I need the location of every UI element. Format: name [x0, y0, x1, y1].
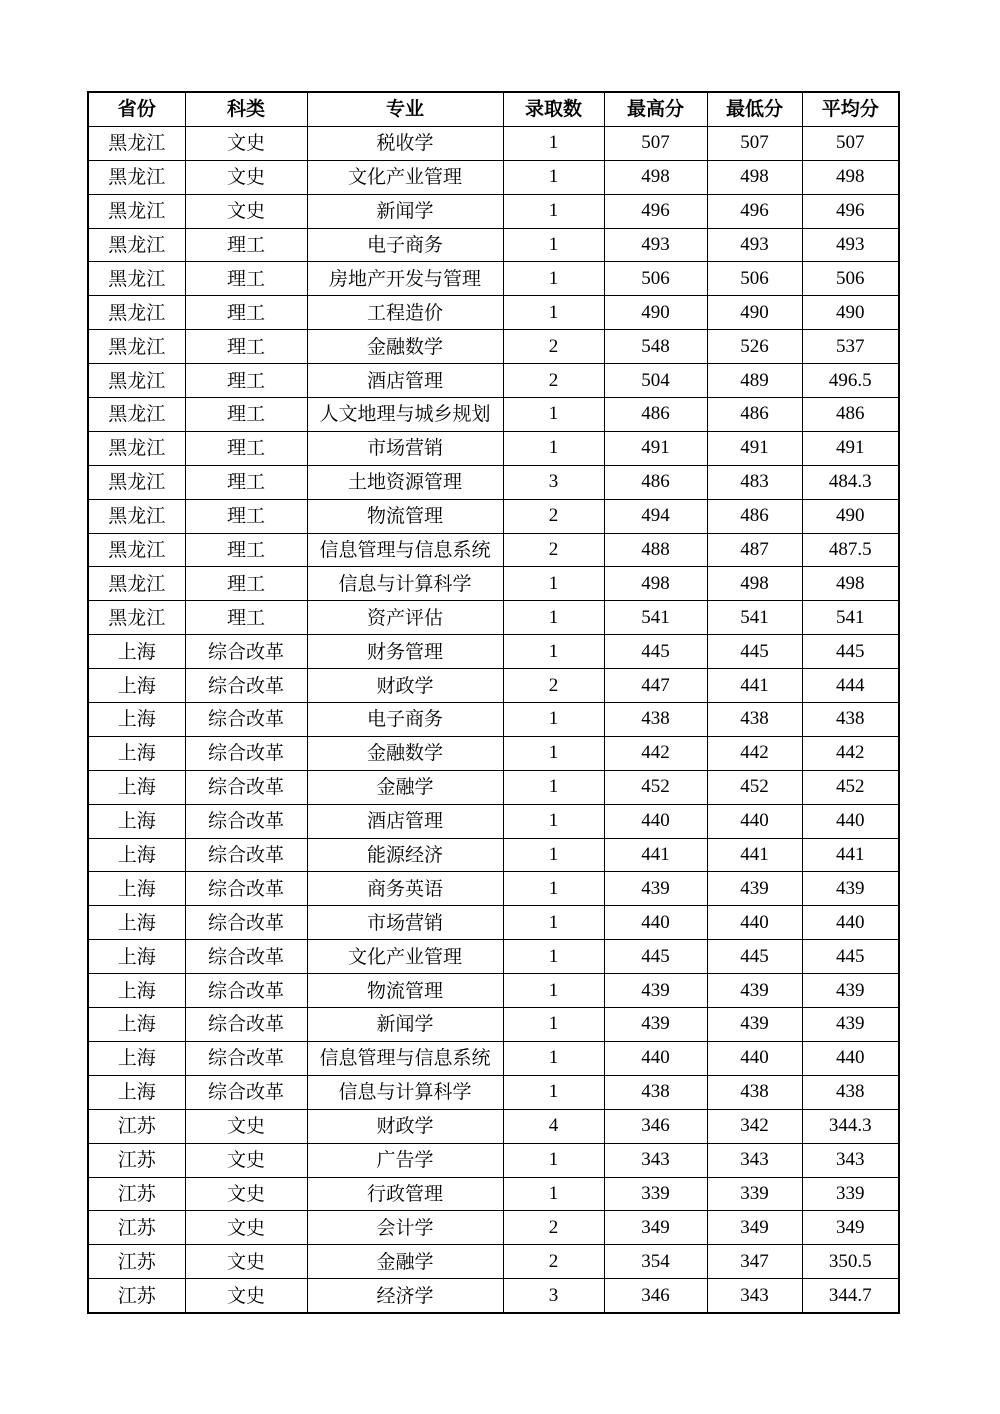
province-cell: 黑龙江 — [88, 499, 185, 533]
min-score-cell: 445 — [707, 635, 802, 669]
avg-score-cell: 490 — [802, 499, 899, 533]
admitted-count-cell: 3 — [503, 465, 604, 499]
province-cell: 黑龙江 — [88, 398, 185, 432]
category-cell: 综合改革 — [185, 703, 307, 737]
avg-score-cell: 445 — [802, 635, 899, 669]
major-cell: 新闻学 — [307, 194, 503, 228]
province-cell: 黑龙江 — [88, 262, 185, 296]
major-cell: 土地资源管理 — [307, 465, 503, 499]
province-cell: 黑龙江 — [88, 228, 185, 262]
province-cell: 黑龙江 — [88, 431, 185, 465]
max-score-cell: 439 — [604, 974, 707, 1008]
admitted-count-cell: 1 — [503, 1075, 604, 1109]
avg-score-cell: 541 — [802, 601, 899, 635]
table-row — [88, 669, 899, 703]
min-score-cell: 498 — [707, 567, 802, 601]
min-score-cell: 445 — [707, 940, 802, 974]
avg-score-cell: 498 — [802, 160, 899, 194]
min-score-cell: 439 — [707, 974, 802, 1008]
province-cell: 上海 — [88, 1075, 185, 1109]
table-row — [88, 533, 899, 567]
category-cell: 文史 — [185, 194, 307, 228]
max-score-cell: 488 — [604, 533, 707, 567]
max-score-cell: 541 — [604, 601, 707, 635]
min-score-cell: 541 — [707, 601, 802, 635]
province-cell: 江苏 — [88, 1211, 185, 1245]
max-score-cell: 439 — [604, 872, 707, 906]
avg-score-cell: 440 — [802, 1041, 899, 1075]
table-row — [88, 1075, 899, 1109]
min-score-cell: 486 — [707, 398, 802, 432]
table-row — [88, 262, 899, 296]
province-cell: 上海 — [88, 872, 185, 906]
avg-score-cell: 438 — [802, 703, 899, 737]
max-score-cell: 498 — [604, 567, 707, 601]
admitted-count-cell: 1 — [503, 770, 604, 804]
category-cell: 综合改革 — [185, 974, 307, 1008]
header-avg-score: 平均分 — [802, 92, 899, 126]
max-score-cell: 507 — [604, 126, 707, 160]
table-row — [88, 1041, 899, 1075]
province-cell: 上海 — [88, 940, 185, 974]
max-score-cell: 339 — [604, 1177, 707, 1211]
avg-score-cell: 439 — [802, 872, 899, 906]
min-score-cell: 441 — [707, 838, 802, 872]
header-min-score: 最低分 — [707, 92, 802, 126]
min-score-cell: 349 — [707, 1211, 802, 1245]
min-score-cell: 496 — [707, 194, 802, 228]
category-cell: 理工 — [185, 567, 307, 601]
category-cell: 综合改革 — [185, 1041, 307, 1075]
category-cell: 理工 — [185, 533, 307, 567]
province-cell: 上海 — [88, 906, 185, 940]
avg-score-cell: 439 — [802, 974, 899, 1008]
category-cell: 理工 — [185, 398, 307, 432]
major-cell: 金融数学 — [307, 736, 503, 770]
province-cell: 上海 — [88, 804, 185, 838]
header-major: 专业 — [307, 92, 503, 126]
max-score-cell: 438 — [604, 703, 707, 737]
major-cell: 物流管理 — [307, 499, 503, 533]
province-cell: 黑龙江 — [88, 601, 185, 635]
avg-score-cell: 490 — [802, 296, 899, 330]
max-score-cell: 346 — [604, 1279, 707, 1313]
major-cell: 物流管理 — [307, 974, 503, 1008]
major-cell: 文化产业管理 — [307, 160, 503, 194]
avg-score-cell: 349 — [802, 1211, 899, 1245]
avg-score-cell: 506 — [802, 262, 899, 296]
admitted-count-cell: 1 — [503, 838, 604, 872]
province-cell: 上海 — [88, 736, 185, 770]
province-cell: 江苏 — [88, 1109, 185, 1143]
max-score-cell: 349 — [604, 1211, 707, 1245]
major-cell: 酒店管理 — [307, 804, 503, 838]
max-score-cell: 440 — [604, 1041, 707, 1075]
avg-score-cell: 496 — [802, 194, 899, 228]
admitted-count-cell: 2 — [503, 330, 604, 364]
table-row — [88, 160, 899, 194]
header-max-score: 最高分 — [604, 92, 707, 126]
avg-score-cell: 441 — [802, 838, 899, 872]
avg-score-cell: 487.5 — [802, 533, 899, 567]
avg-score-cell: 507 — [802, 126, 899, 160]
min-score-cell: 342 — [707, 1109, 802, 1143]
table-row — [88, 567, 899, 601]
province-cell: 上海 — [88, 838, 185, 872]
max-score-cell: 440 — [604, 906, 707, 940]
avg-score-cell: 491 — [802, 431, 899, 465]
province-cell: 上海 — [88, 1008, 185, 1042]
major-cell: 金融学 — [307, 770, 503, 804]
avg-score-cell: 438 — [802, 1075, 899, 1109]
avg-score-cell: 493 — [802, 228, 899, 262]
admitted-count-cell: 1 — [503, 262, 604, 296]
avg-score-cell: 486 — [802, 398, 899, 432]
category-cell: 综合改革 — [185, 940, 307, 974]
min-score-cell: 441 — [707, 669, 802, 703]
avg-score-cell: 484.3 — [802, 465, 899, 499]
province-cell: 黑龙江 — [88, 126, 185, 160]
category-cell: 文史 — [185, 1245, 307, 1279]
max-score-cell: 346 — [604, 1109, 707, 1143]
table-row — [88, 838, 899, 872]
max-score-cell: 438 — [604, 1075, 707, 1109]
table-row — [88, 872, 899, 906]
admitted-count-cell: 1 — [503, 296, 604, 330]
max-score-cell: 447 — [604, 669, 707, 703]
min-score-cell: 491 — [707, 431, 802, 465]
admission-score-sheet — [87, 91, 898, 1314]
major-cell: 酒店管理 — [307, 364, 503, 398]
category-cell: 理工 — [185, 364, 307, 398]
admitted-count-cell: 1 — [503, 194, 604, 228]
province-cell: 上海 — [88, 974, 185, 1008]
max-score-cell: 486 — [604, 465, 707, 499]
min-score-cell: 486 — [707, 499, 802, 533]
min-score-cell: 498 — [707, 160, 802, 194]
admitted-count-cell: 1 — [503, 601, 604, 635]
admitted-count-cell: 1 — [503, 567, 604, 601]
major-cell: 广告学 — [307, 1143, 503, 1177]
province-cell: 江苏 — [88, 1143, 185, 1177]
major-cell: 能源经济 — [307, 838, 503, 872]
category-cell: 理工 — [185, 262, 307, 296]
min-score-cell: 483 — [707, 465, 802, 499]
table-row — [88, 601, 899, 635]
category-cell: 文史 — [185, 126, 307, 160]
major-cell: 金融数学 — [307, 330, 503, 364]
max-score-cell: 548 — [604, 330, 707, 364]
max-score-cell: 493 — [604, 228, 707, 262]
table-row — [88, 906, 899, 940]
province-cell: 黑龙江 — [88, 296, 185, 330]
major-cell: 财政学 — [307, 1109, 503, 1143]
admitted-count-cell: 2 — [503, 1245, 604, 1279]
major-cell: 电子商务 — [307, 228, 503, 262]
max-score-cell: 494 — [604, 499, 707, 533]
max-score-cell: 445 — [604, 940, 707, 974]
table-row — [88, 126, 899, 160]
min-score-cell: 438 — [707, 703, 802, 737]
min-score-cell: 506 — [707, 262, 802, 296]
min-score-cell: 440 — [707, 906, 802, 940]
avg-score-cell: 344.3 — [802, 1109, 899, 1143]
min-score-cell: 452 — [707, 770, 802, 804]
category-cell: 综合改革 — [185, 736, 307, 770]
table-row — [88, 804, 899, 838]
major-cell: 会计学 — [307, 1211, 503, 1245]
table-row — [88, 499, 899, 533]
major-cell: 财政学 — [307, 669, 503, 703]
avg-score-cell: 498 — [802, 567, 899, 601]
category-cell: 文史 — [185, 1211, 307, 1245]
avg-score-cell: 442 — [802, 736, 899, 770]
province-cell: 黑龙江 — [88, 194, 185, 228]
category-cell: 综合改革 — [185, 838, 307, 872]
major-cell: 信息与计算科学 — [307, 567, 503, 601]
province-cell: 上海 — [88, 1041, 185, 1075]
avg-score-cell: 537 — [802, 330, 899, 364]
province-cell: 黑龙江 — [88, 567, 185, 601]
avg-score-cell: 339 — [802, 1177, 899, 1211]
table-row — [88, 1109, 899, 1143]
category-cell: 综合改革 — [185, 1075, 307, 1109]
category-cell: 理工 — [185, 296, 307, 330]
province-cell: 上海 — [88, 770, 185, 804]
category-cell: 理工 — [185, 465, 307, 499]
admitted-count-cell: 1 — [503, 398, 604, 432]
category-cell: 综合改革 — [185, 872, 307, 906]
category-cell: 理工 — [185, 431, 307, 465]
province-cell: 黑龙江 — [88, 465, 185, 499]
category-cell: 综合改革 — [185, 669, 307, 703]
max-score-cell: 498 — [604, 160, 707, 194]
min-score-cell: 438 — [707, 1075, 802, 1109]
admitted-count-cell: 2 — [503, 1211, 604, 1245]
header-admitted-count: 录取数 — [503, 92, 604, 126]
table-row — [88, 703, 899, 737]
max-score-cell: 504 — [604, 364, 707, 398]
max-score-cell: 452 — [604, 770, 707, 804]
admitted-count-cell: 1 — [503, 126, 604, 160]
table-row — [88, 974, 899, 1008]
category-cell: 文史 — [185, 160, 307, 194]
min-score-cell: 439 — [707, 1008, 802, 1042]
category-cell: 理工 — [185, 601, 307, 635]
table-row — [88, 228, 899, 262]
admitted-count-cell: 1 — [503, 1177, 604, 1211]
table-row — [88, 770, 899, 804]
max-score-cell: 491 — [604, 431, 707, 465]
province-cell: 上海 — [88, 669, 185, 703]
province-cell: 黑龙江 — [88, 364, 185, 398]
min-score-cell: 442 — [707, 736, 802, 770]
avg-score-cell: 343 — [802, 1143, 899, 1177]
province-cell: 黑龙江 — [88, 330, 185, 364]
header-row — [88, 92, 899, 126]
admitted-count-cell: 2 — [503, 669, 604, 703]
avg-score-cell: 445 — [802, 940, 899, 974]
province-cell: 江苏 — [88, 1245, 185, 1279]
min-score-cell: 343 — [707, 1143, 802, 1177]
avg-score-cell: 452 — [802, 770, 899, 804]
avg-score-cell: 344.7 — [802, 1279, 899, 1313]
max-score-cell: 441 — [604, 838, 707, 872]
table-row — [88, 1279, 899, 1313]
table-row — [88, 1143, 899, 1177]
category-cell: 文史 — [185, 1143, 307, 1177]
min-score-cell: 489 — [707, 364, 802, 398]
avg-score-cell: 440 — [802, 906, 899, 940]
province-cell: 江苏 — [88, 1279, 185, 1313]
category-cell: 综合改革 — [185, 804, 307, 838]
min-score-cell: 339 — [707, 1177, 802, 1211]
major-cell: 财务管理 — [307, 635, 503, 669]
header-province: 省份 — [88, 92, 185, 126]
province-cell: 黑龙江 — [88, 160, 185, 194]
max-score-cell: 490 — [604, 296, 707, 330]
admission-score-table — [87, 91, 900, 1314]
max-score-cell: 496 — [604, 194, 707, 228]
max-score-cell: 439 — [604, 1008, 707, 1042]
max-score-cell: 354 — [604, 1245, 707, 1279]
table-row — [88, 940, 899, 974]
province-cell: 江苏 — [88, 1177, 185, 1211]
major-cell: 新闻学 — [307, 1008, 503, 1042]
admitted-count-cell: 1 — [503, 1143, 604, 1177]
major-cell: 电子商务 — [307, 703, 503, 737]
avg-score-cell: 444 — [802, 669, 899, 703]
table-row — [88, 736, 899, 770]
category-cell: 理工 — [185, 228, 307, 262]
avg-score-cell: 440 — [802, 804, 899, 838]
major-cell: 信息管理与信息系统 — [307, 1041, 503, 1075]
major-cell: 信息管理与信息系统 — [307, 533, 503, 567]
admitted-count-cell: 1 — [503, 872, 604, 906]
province-cell: 上海 — [88, 703, 185, 737]
table-row — [88, 635, 899, 669]
major-cell: 工程造价 — [307, 296, 503, 330]
table-row — [88, 1245, 899, 1279]
admitted-count-cell: 2 — [503, 499, 604, 533]
min-score-cell: 343 — [707, 1279, 802, 1313]
major-cell: 经济学 — [307, 1279, 503, 1313]
major-cell: 房地产开发与管理 — [307, 262, 503, 296]
table-row — [88, 398, 899, 432]
max-score-cell: 506 — [604, 262, 707, 296]
category-cell: 理工 — [185, 330, 307, 364]
major-cell: 市场营销 — [307, 906, 503, 940]
admitted-count-cell: 1 — [503, 1008, 604, 1042]
max-score-cell: 442 — [604, 736, 707, 770]
max-score-cell: 440 — [604, 804, 707, 838]
admitted-count-cell: 3 — [503, 1279, 604, 1313]
admitted-count-cell: 1 — [503, 804, 604, 838]
table-row — [88, 296, 899, 330]
table-row — [88, 465, 899, 499]
category-cell: 综合改革 — [185, 1008, 307, 1042]
admitted-count-cell: 1 — [503, 703, 604, 737]
table-row — [88, 1211, 899, 1245]
province-cell: 上海 — [88, 635, 185, 669]
min-score-cell: 493 — [707, 228, 802, 262]
max-score-cell: 486 — [604, 398, 707, 432]
major-cell: 行政管理 — [307, 1177, 503, 1211]
admitted-count-cell: 2 — [503, 364, 604, 398]
min-score-cell: 490 — [707, 296, 802, 330]
min-score-cell: 347 — [707, 1245, 802, 1279]
category-cell: 理工 — [185, 499, 307, 533]
category-cell: 综合改革 — [185, 906, 307, 940]
table-row — [88, 330, 899, 364]
admitted-count-cell: 1 — [503, 974, 604, 1008]
min-score-cell: 487 — [707, 533, 802, 567]
table-row — [88, 194, 899, 228]
admitted-count-cell: 1 — [503, 940, 604, 974]
admitted-count-cell: 1 — [503, 635, 604, 669]
min-score-cell: 440 — [707, 1041, 802, 1075]
major-cell: 市场营销 — [307, 431, 503, 465]
min-score-cell: 439 — [707, 872, 802, 906]
table-row — [88, 1008, 899, 1042]
header-category: 科类 — [185, 92, 307, 126]
min-score-cell: 507 — [707, 126, 802, 160]
admitted-count-cell: 2 — [503, 533, 604, 567]
category-cell: 文史 — [185, 1177, 307, 1211]
admitted-count-cell: 4 — [503, 1109, 604, 1143]
table-row — [88, 1177, 899, 1211]
min-score-cell: 526 — [707, 330, 802, 364]
major-cell: 金融学 — [307, 1245, 503, 1279]
table-body — [88, 126, 899, 1313]
max-score-cell: 343 — [604, 1143, 707, 1177]
admitted-count-cell: 1 — [503, 906, 604, 940]
major-cell: 商务英语 — [307, 872, 503, 906]
table-row — [88, 431, 899, 465]
major-cell: 资产评估 — [307, 601, 503, 635]
major-cell: 人文地理与城乡规划 — [307, 398, 503, 432]
category-cell: 综合改革 — [185, 635, 307, 669]
category-cell: 文史 — [185, 1109, 307, 1143]
major-cell: 信息与计算科学 — [307, 1075, 503, 1109]
major-cell: 税收学 — [307, 126, 503, 160]
table-row — [88, 364, 899, 398]
min-score-cell: 440 — [707, 804, 802, 838]
admitted-count-cell: 1 — [503, 736, 604, 770]
admitted-count-cell: 1 — [503, 228, 604, 262]
max-score-cell: 445 — [604, 635, 707, 669]
admitted-count-cell: 1 — [503, 160, 604, 194]
admitted-count-cell: 1 — [503, 431, 604, 465]
category-cell: 文史 — [185, 1279, 307, 1313]
category-cell: 综合改革 — [185, 770, 307, 804]
admitted-count-cell: 1 — [503, 1041, 604, 1075]
province-cell: 黑龙江 — [88, 533, 185, 567]
avg-score-cell: 439 — [802, 1008, 899, 1042]
avg-score-cell: 496.5 — [802, 364, 899, 398]
avg-score-cell: 350.5 — [802, 1245, 899, 1279]
major-cell: 文化产业管理 — [307, 940, 503, 974]
